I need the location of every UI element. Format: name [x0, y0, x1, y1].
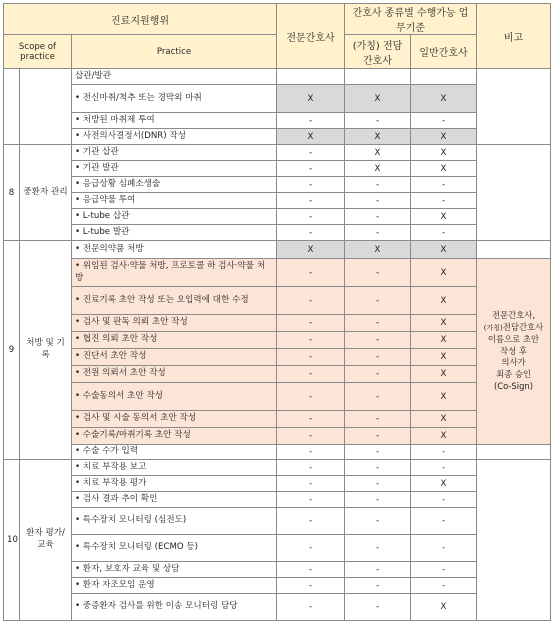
table-row [4, 69, 551, 85]
specialist-cell: - [277, 535, 345, 562]
table-row [4, 366, 551, 383]
general-nurse-cell: X [411, 349, 477, 366]
practice-cell: • 치료 부작용 평가 [72, 476, 277, 492]
specialist-cell: X [277, 85, 345, 113]
general-nurse-cell: - [411, 508, 477, 535]
general-nurse-cell: - [411, 113, 477, 129]
table-row [4, 225, 551, 241]
table-row [4, 476, 551, 492]
header-scope: Scope of practice [4, 35, 72, 69]
general-nurse-cell: X [411, 594, 477, 621]
general-nurse-cell: X [411, 145, 477, 161]
pa-nurse-cell: - [345, 225, 411, 241]
table-row [4, 445, 551, 460]
practice-cell: • 수술 수가 입력 [72, 445, 277, 460]
specialist-cell: X [277, 129, 345, 145]
practice-cell: 삽관/발관 [72, 69, 277, 85]
general-nurse-cell: X [411, 476, 477, 492]
general-nurse-cell: X [411, 366, 477, 383]
practice-cell: • 처방된 마취제 투여 [72, 113, 277, 129]
pa-nurse-cell: - [345, 445, 411, 460]
practice-cell: • 진료기록 초안 작성 또는 오입력에 대한 수정 [72, 287, 277, 315]
section-number: 9 [4, 241, 20, 460]
remark-line: 전문간호사, [491, 310, 536, 321]
pa-nurse-cell: - [345, 366, 411, 383]
general-nurse-cell: - [411, 445, 477, 460]
specialist-cell: - [277, 209, 345, 225]
general-nurse-cell: X [411, 315, 477, 332]
remark-cell [477, 145, 551, 241]
specialist-cell: - [277, 287, 345, 315]
section-scope-cell [20, 69, 72, 145]
specialist-cell: - [277, 562, 345, 578]
pa-nurse-cell: - [345, 535, 411, 562]
header-standard-title: 간호사 종류별 수행가능 업무기준 [345, 4, 477, 35]
pa-nurse-cell: - [345, 476, 411, 492]
pa-nurse-cell: X [345, 161, 411, 177]
practice-cell: • 치료 부작용 보고 [72, 460, 277, 476]
table-row [4, 594, 551, 621]
section-number: 10 [4, 460, 20, 621]
table-row [4, 315, 551, 332]
header-general-nurse: 일반간호사 [411, 35, 477, 69]
table-row [4, 209, 551, 225]
pa-nurse-cell: - [345, 177, 411, 193]
pa-nurse-cell: - [345, 562, 411, 578]
general-nurse-cell: - [411, 460, 477, 476]
general-nurse-cell: X [411, 383, 477, 411]
practice-cell: • 특수장치 모니터링 (심전도) [72, 508, 277, 535]
specialist-cell [277, 69, 345, 85]
practice-cell: • 응급약물 투여 [72, 193, 277, 209]
table-row [4, 287, 551, 315]
pa-nurse-cell: X [345, 85, 411, 113]
general-nurse-cell: X [411, 411, 477, 428]
table-row [4, 193, 551, 209]
specialist-cell: - [277, 578, 345, 594]
header-remarks: 비고 [477, 4, 551, 69]
remark-cell [477, 69, 551, 145]
section-scope: 환자 평가/ 교육 [20, 460, 72, 621]
general-nurse-cell: X [411, 241, 477, 259]
section-number-cell [4, 69, 20, 145]
pa-nurse-cell: - [345, 383, 411, 411]
general-nurse-cell: X [411, 428, 477, 445]
pa-nurse-cell: - [345, 287, 411, 315]
practice-cell: • 검사 및 판독 의뢰 초안 작성 [72, 315, 277, 332]
table-row [4, 241, 551, 259]
specialist-cell: - [277, 332, 345, 349]
specialist-cell: - [277, 476, 345, 492]
practice-cell: • 중증환자 검사를 위한 이송 모니터링 담당 [72, 594, 277, 621]
remark-note: (가칭) [483, 324, 503, 333]
general-nurse-cell: X [411, 259, 477, 287]
table-row [4, 383, 551, 411]
table-row [4, 460, 551, 476]
pa-nurse-cell: X [345, 145, 411, 161]
pa-nurse-cell: - [345, 113, 411, 129]
table-row [4, 161, 551, 177]
table-row [4, 428, 551, 445]
pa-nurse-cell: - [345, 349, 411, 366]
specialist-cell: - [277, 193, 345, 209]
practice-cell: • 사전의사결정서(DNR) 작성 [72, 129, 277, 145]
header-pa-nurse: (가칭) 전담간호사 [345, 35, 411, 69]
table-row [4, 578, 551, 594]
pa-nurse-cell: X [345, 241, 411, 259]
section-scope: 중환자 관리 [20, 145, 72, 241]
practice-cell: • 전원 의뢰서 초안 작성 [72, 366, 277, 383]
specialist-cell: - [277, 349, 345, 366]
table-row [4, 113, 551, 129]
practice-cell: • 검사 결과 추이 확인 [72, 492, 277, 508]
specialist-cell: - [277, 428, 345, 445]
practice-cell: • 응급상황 심폐소생술 [72, 177, 277, 193]
table-row [4, 562, 551, 578]
remark-line: 전담간호사 [502, 322, 544, 333]
table-row [4, 349, 551, 366]
table-row [4, 259, 551, 287]
general-nurse-cell: - [411, 225, 477, 241]
table-row [4, 85, 551, 113]
practice-cell: • 수술기록/마취기록 초안 작성 [72, 428, 277, 445]
practice-cell: • 환자 자조모임 운영 [72, 578, 277, 594]
practice-cell: • 진단서 초안 작성 [72, 349, 277, 366]
table-row [4, 411, 551, 428]
practice-cell: • L-tube 삽관 [72, 209, 277, 225]
pa-nurse-cell: - [345, 578, 411, 594]
remark-line: 의사가 [501, 357, 526, 368]
practice-cell: • 전신마취/척추 또는 경막외 마취 [72, 85, 277, 113]
remark-line: 이름으로 초안 [487, 333, 540, 344]
pa-nurse-cell: - [345, 193, 411, 209]
specialist-cell: - [277, 492, 345, 508]
pa-nurse-cell: - [345, 594, 411, 621]
specialist-cell: - [277, 259, 345, 287]
pa-nurse-cell: - [345, 209, 411, 225]
table-row [4, 332, 551, 349]
remark-cell [477, 445, 551, 460]
general-nurse-cell: - [411, 177, 477, 193]
specialist-cell: X [277, 241, 345, 259]
specialist-cell: - [277, 315, 345, 332]
specialist-cell: - [277, 225, 345, 241]
specialist-cell: - [277, 411, 345, 428]
general-nurse-cell: - [411, 562, 477, 578]
specialist-cell: - [277, 177, 345, 193]
table-row [4, 145, 551, 161]
practice-cell: • 검사 및 시술 동의서 초안 작성 [72, 411, 277, 428]
general-nurse-cell: X [411, 85, 477, 113]
section-number: 8 [4, 145, 20, 241]
specialist-cell: - [277, 594, 345, 621]
remark-cell [477, 460, 551, 621]
pa-nurse-cell [345, 69, 411, 85]
specialist-cell: - [277, 383, 345, 411]
practice-cell: • L-tube 발관 [72, 225, 277, 241]
pa-nurse-cell: - [345, 460, 411, 476]
general-nurse-cell: X [411, 129, 477, 145]
practice-cell: • 특수장치 모니터링 (ECMO 등) [72, 535, 277, 562]
co-sign-remark [477, 259, 551, 445]
pa-nurse-cell: - [345, 508, 411, 535]
general-nurse-cell: X [411, 332, 477, 349]
pa-nurse-cell: X [345, 129, 411, 145]
specialist-cell: - [277, 366, 345, 383]
table-row [4, 508, 551, 535]
pa-nurse-cell: - [345, 259, 411, 287]
header-group-title: 진료지원행위 [4, 4, 277, 35]
practice-cell: • 수술동의서 초안 작성 [72, 383, 277, 411]
section-scope: 처방 및 기록 [20, 241, 72, 460]
general-nurse-cell: X [411, 287, 477, 315]
specialist-cell: - [277, 445, 345, 460]
general-nurse-cell: - [411, 578, 477, 594]
practice-cell: • 기관 삽관 [72, 145, 277, 161]
header-nurse-type: 전문간호사 [277, 4, 345, 69]
practice-cell: • 환자, 보호자 교육 및 상담 [72, 562, 277, 578]
pa-nurse-cell: - [345, 492, 411, 508]
specialist-cell: - [277, 113, 345, 129]
general-nurse-cell: X [411, 161, 477, 177]
general-nurse-cell: X [411, 209, 477, 225]
pa-nurse-cell: - [345, 332, 411, 349]
table-row [4, 129, 551, 145]
remark-line: (Co-Sign) [494, 380, 533, 391]
remark-line: 최종 승인 [495, 369, 532, 380]
table-row [4, 492, 551, 508]
specialist-cell: - [277, 145, 345, 161]
pa-nurse-cell: - [345, 428, 411, 445]
general-nurse-cell: - [411, 492, 477, 508]
general-nurse-cell: - [411, 193, 477, 209]
pa-nurse-cell: - [345, 411, 411, 428]
remark-cell [477, 241, 551, 259]
specialist-cell: - [277, 460, 345, 476]
practice-table [3, 3, 551, 621]
general-nurse-cell [411, 69, 477, 85]
practice-cell: • 기관 발관 [72, 161, 277, 177]
table-row [4, 177, 551, 193]
table-row [4, 535, 551, 562]
specialist-cell: - [277, 161, 345, 177]
remark-line: 작성 후 [500, 345, 527, 356]
practice-cell: • 전문의약품 처방 [72, 241, 277, 259]
practice-cell: • 협진 의뢰 초안 작성 [72, 332, 277, 349]
specialist-cell: - [277, 508, 345, 535]
practice-cell: • 위임된 검사·약물 처방, 프로토콜 하 검사·약물 처방 [72, 259, 277, 287]
header-practice: Practice [72, 35, 277, 69]
general-nurse-cell: - [411, 535, 477, 562]
pa-nurse-cell: - [345, 315, 411, 332]
